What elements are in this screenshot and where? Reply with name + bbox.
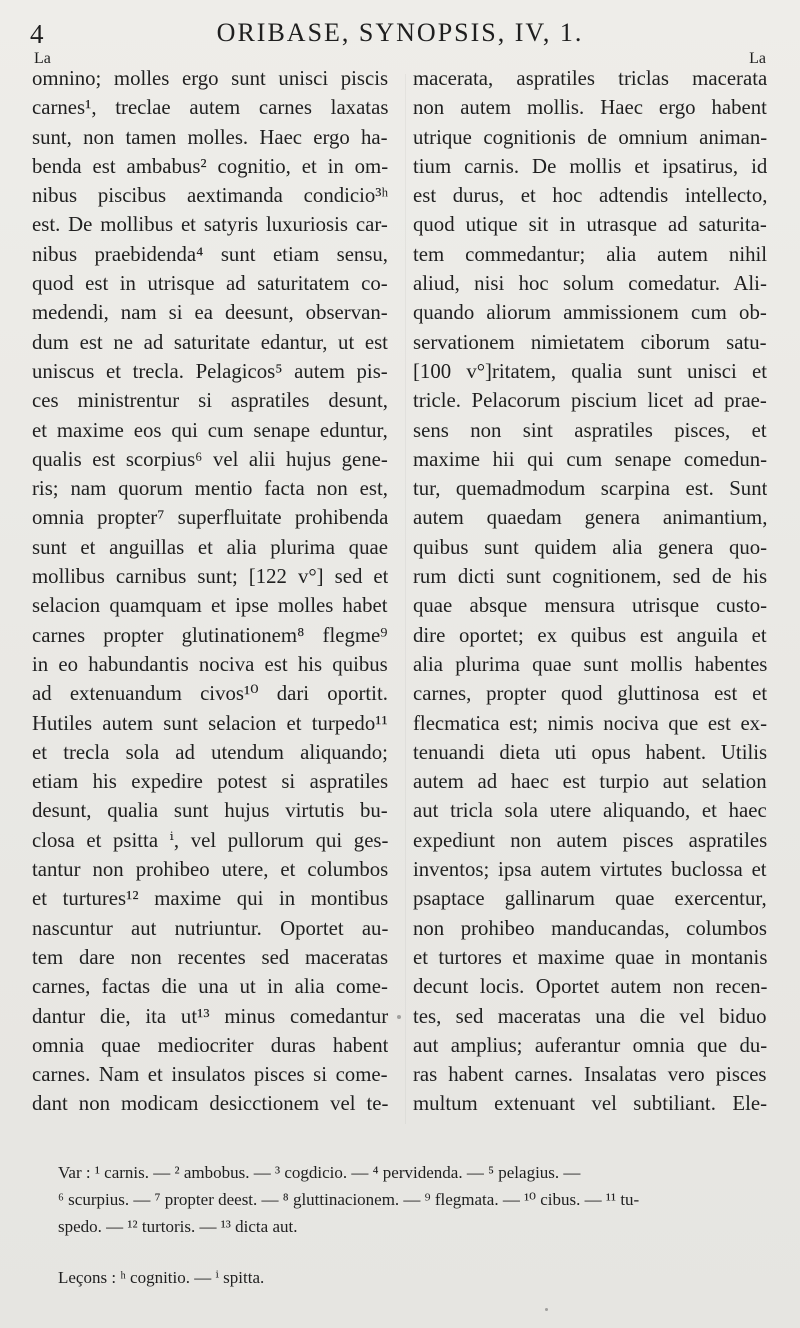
left-column-line: et maxime eos qui cum senape eduntur, xyxy=(32,418,388,442)
right-column-line: psaptace gallinarum quae exercentur, xyxy=(413,887,767,911)
right-column-line: tium carnis. De mollis et ipsatirus, id xyxy=(413,154,767,178)
right-column-line: tem commedantur; alia autem nihil xyxy=(413,242,767,266)
left-column-line: selacion quamquam et ipse molles habet xyxy=(32,594,388,618)
left-column-line: ris; nam quorum mentio facta non est, xyxy=(32,477,388,501)
left-column-line: ad extenuandum civos¹⁰ dari oportit. xyxy=(32,682,388,706)
left-column-line: uniscus et trecla. Pelagicos⁵ autem pis- xyxy=(32,359,388,383)
right-column-line: quando aliorum ammissionem cum ob- xyxy=(413,301,767,325)
left-column-line: carnes, factas die una ut in alia come- xyxy=(32,975,388,999)
left-text-column xyxy=(32,64,388,1119)
left-column-line: omnia propter⁷ superfluitate prohibenda xyxy=(32,506,388,530)
left-column-line: carnes propter glutinationem⁸ flegme⁹ xyxy=(32,623,388,647)
left-column-line: dum est ne ad saturitate edantur, ut est xyxy=(32,330,388,354)
right-column-line: macerata, aspratiles triclas macerata xyxy=(413,67,767,90)
lecons-notes xyxy=(58,1267,558,1289)
right-column-line: est durus, et hoc adtendis intellecto, xyxy=(413,184,767,208)
right-column-line: autem ad haec est turpio aut selation xyxy=(413,770,767,794)
right-column-line: tur, quemadmodum scarpina est. Sunt xyxy=(413,477,767,501)
left-column-line: in eo habundantis nociva est his quibus xyxy=(32,652,388,676)
lecons-label: Leçons : xyxy=(58,1268,117,1287)
left-column-line: mollibus carnibus sunt; [122 v°] sed et xyxy=(32,565,388,589)
left-column-line: nibus piscibus aextimanda condicio³ʰ xyxy=(32,184,388,208)
left-column-line: carnes. Nam et insulatos pisces si come- xyxy=(32,1063,388,1087)
left-column-line: carnes¹, treclae autem carnes laxatas xyxy=(32,96,388,120)
column-marker-right: La xyxy=(749,50,766,67)
left-column-line: nibus praebidenda⁴ sunt etiam sensu, xyxy=(32,242,388,266)
left-column-line: tantur non prohibeo utere, et columbos xyxy=(32,858,388,882)
right-column-line: maxime hii qui cum senape comedun- xyxy=(413,447,767,471)
left-column-line: nascuntur aut nutriuntur. Oportet au- xyxy=(32,916,388,940)
left-column-line: benda est ambabus² cognitio, et in om- xyxy=(32,154,388,178)
left-column-line: et trecla sola ad utendum aliquando; xyxy=(32,740,388,764)
right-column-line: rum dicti sunt cognitionem, sed de his xyxy=(413,565,767,589)
left-column-line: est. De mollibus et satyris luxuriosis car- xyxy=(32,213,388,237)
left-column-line: dantur die, ita ut¹³ minus comedantur xyxy=(32,1004,388,1028)
variant-text-1: ¹ carnis. — ² ambobus. — ³ cogdicio. — ⁴ pervidenda. — ⁵ pelagius. — xyxy=(94,1163,581,1182)
right-column-line: tricle. Pelacorum piscium licet ad prae- xyxy=(413,389,767,413)
left-column-line: tem dare non recentes sed maceratas xyxy=(32,945,388,969)
right-column-line: autem quaedam genera animantium, xyxy=(413,506,767,530)
right-column-line: quae absque mensura utrisque custo- xyxy=(413,594,767,618)
running-head: ORIBASE, SYNOPSIS, IV, 1. xyxy=(216,18,584,47)
paper-speck xyxy=(545,1308,548,1311)
right-column-line: [100 v°]ritatem, qualia sunt unisci et xyxy=(413,359,767,383)
paper-speck xyxy=(397,1015,401,1019)
right-column-line: aut tricla sola utere aliquando, et haec xyxy=(413,799,767,823)
left-column-line: qualis est scorpius⁶ vel alii hujus gene- xyxy=(32,447,388,471)
right-column-line: servationem nimietatem ciborum satu- xyxy=(413,330,767,354)
left-column-line: sunt, non tamen molles. Haec ergo ha- xyxy=(32,125,388,149)
column-marker-left: La xyxy=(34,50,51,67)
left-column-line: etiam his expedire potest si aspratiles xyxy=(32,770,388,794)
right-column-line: aut amplius; auferantur omnia que du- xyxy=(413,1033,767,1057)
right-column-line: carnes, propter quod gluttinosa est et xyxy=(413,682,767,706)
left-column-line: closa et psitta ⁱ, vel pullorum qui ges- xyxy=(32,828,388,852)
left-column-line: quod est in utrisque ad saturitatem co- xyxy=(32,272,388,296)
right-column-line: tenuandi dieta uti opus habent. Utilis xyxy=(413,740,767,764)
right-column-line: non autem mollis. Haec ergo habent xyxy=(413,96,767,120)
right-column-line: utrique cognitionis de omnium animan- xyxy=(413,125,767,149)
left-column-line: medendi, nam si ea deesunt, observan- xyxy=(32,301,388,325)
right-column-line: ras habent carnes. Insalatas vero pisces xyxy=(413,1063,767,1087)
variant-line-1 xyxy=(58,1159,778,1186)
right-column-line: aliud, nisi hoc solum comedatur. Ali- xyxy=(413,272,767,296)
left-column-line: omnia quae mediocriter duras habent xyxy=(32,1033,388,1057)
variant-notes xyxy=(58,1159,778,1240)
right-column-line: expediunt non autem pisces aspratiles xyxy=(413,828,767,852)
right-column-line: quod utique sit in utrasque ad saturita- xyxy=(413,213,767,237)
lecons-text: ʰ cognitio. — ⁱ spitta. xyxy=(120,1268,265,1287)
page-number: 4 xyxy=(30,19,44,49)
left-column-line: et turtures¹² maxime qui in montibus xyxy=(32,887,388,911)
variant-label: Var : xyxy=(58,1163,91,1182)
right-text-column xyxy=(413,64,767,1119)
right-column-line: multum extenuant vel subtiliant. Ele- xyxy=(413,1092,767,1116)
left-column-line: ces ministrentur si aspratiles desunt, xyxy=(32,389,388,413)
variant-line-2: ⁶ scurpius. — ⁷ propter deest. — ⁸ gluttinacionem. — ⁹ flegmata. — ¹⁰ cibus. — ¹¹ tu- xyxy=(58,1190,640,1209)
left-column-line: sunt et anguillas et alia plurima quae xyxy=(32,535,388,559)
right-column-line: inventos; ipsa autem virtutes buclossa et xyxy=(413,858,767,882)
right-column-line: flecmatica est; nimis nociva que est ex- xyxy=(413,711,767,735)
right-column-line: tes, sed maceratas una die vel biduo xyxy=(413,1004,767,1028)
right-column-line: sens non sint aspratiles pisces, et xyxy=(413,418,767,442)
right-column-line: alia plurima quae sunt mollis habentes xyxy=(413,652,767,676)
left-column-line: desunt, qualia sunt hujus virtutis bu- xyxy=(32,799,388,823)
left-column-line: Hutiles autem sunt selacion et turpedo¹¹ xyxy=(32,711,388,735)
right-column-line: dire oportet; ex quibus est anguila et xyxy=(413,623,767,647)
right-column-line: decunt locis. Oportet autem non recen- xyxy=(413,975,767,999)
column-gutter-rule xyxy=(405,74,406,1124)
right-column-line: et turtores et maxime quae in montanis xyxy=(413,945,767,969)
left-column-line: omnino; molles ergo sunt unisci piscis xyxy=(32,67,388,90)
variant-line-3: spedo. — ¹² turtoris. — ¹³ dicta aut. xyxy=(58,1217,298,1236)
left-column-line: dant non modicam desicctionem vel te- xyxy=(32,1092,388,1116)
right-column-line: non prohibeo manducandas, columbos xyxy=(413,916,767,940)
right-column-line: quibus sunt quidem alia genera quo- xyxy=(413,535,767,559)
